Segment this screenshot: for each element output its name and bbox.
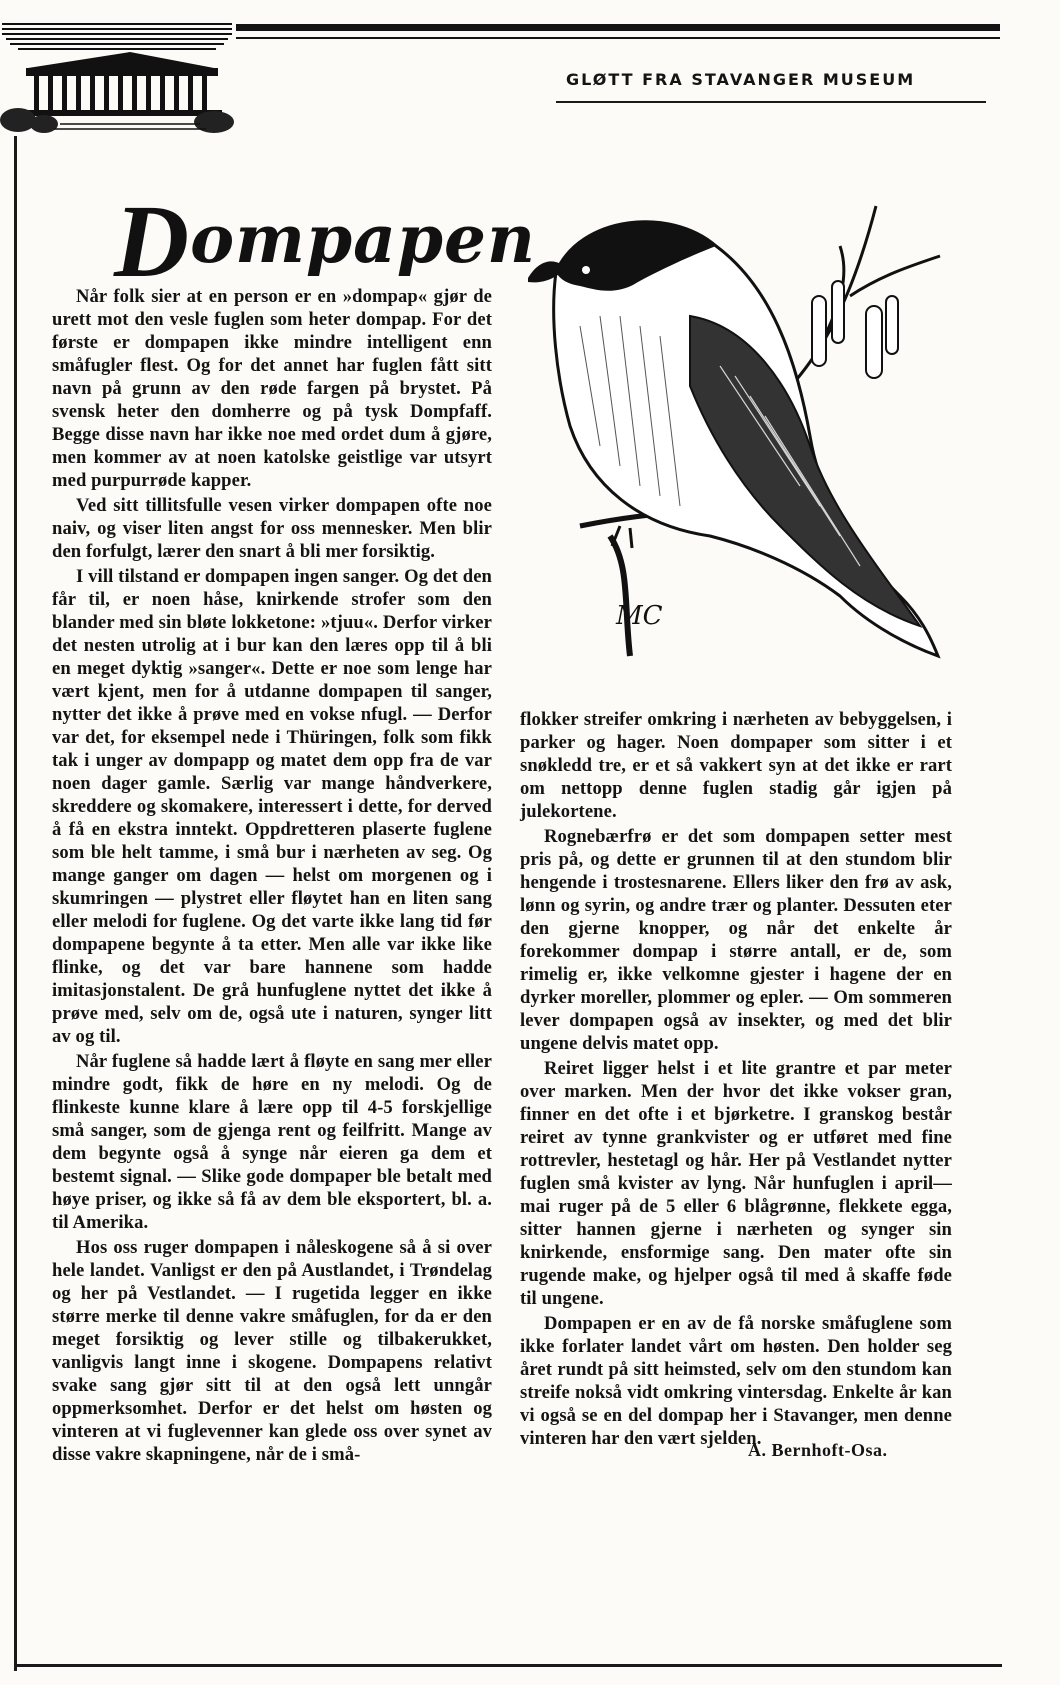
paragraph-continued: flokker streifer omkring i nærheten av bebyggelsen, i parker og hager. Noen dompaper som sitter i et snøkledd tre, er et så vakkert syn at det ikke er rart om nettopp denne fuglen stadig går igjen på julekortene. bbox=[520, 709, 952, 822]
kicker-rule bbox=[556, 101, 986, 103]
article-column-left bbox=[52, 285, 492, 1466]
paragraph: Ved sitt tillitsfulle vesen virker dompapen ofte noe naiv, og viser liten angst for oss mennesker. Men blir den forfulgt, lærer den snart å bli mer forsiktig. bbox=[52, 495, 492, 562]
top-rule bbox=[232, 24, 1000, 31]
paragraph: I vill tilstand er dompapen ingen sanger. Og det den får til, er noen håse, knirkende strofer som den blander med sin bløte lokketone: »tjuu«. Derfor virker det nesten utrolig at i bur kan den læres opp til å bli en meget dyktig »sanger«. Dette er noe som lenge har vært kjent, men for å utdanne dompapen til sanger, nytter det ikke å prøve med en vokse nfugl. — Derfor var det, for eksempel nede i Thüringen, folk som fikk tak i unger av dompapp og matet dem opp fra de var noen dager gamle. Særlig var mange håndverkere, skreddere og skomakere, interessert i dette, for derved å få en ekstra inntekt. Oppdretteren plaserte fuglene som ble helt tamme, i små bur i nærheten av seg. Og mange ganger om dagen — helst om morgenen og i skumringen — plystret eller fløytet han en liten sang eller melodi for fuglene. Og det varte ikke lang tid før dompapene begynte å ta etter. Men alle var ikke like flinke, og det var bare hannene som hadde imitasjonstalent. De grå hunfuglene nyttet det ikke å prøve med, selv om de, også ute i naturen, synger litt av og til. bbox=[52, 566, 492, 1047]
article-title bbox=[114, 176, 537, 299]
title-rest: ompapen bbox=[190, 200, 537, 278]
paragraph: Hos oss ruger dompapen i nåleskogene så å si over hele landet. Vanligst er den på Austlandet, i Trøndelag og her på Vestlandet. — I rugetida legger en ikke større merke til denne vakre småfuglen, for da er den meget forsiktig og lever stille og tilbakerukket, vanligvis langt inne i skogene. Dompapens relativt svake sang gjør sitt til at den også lett unngår oppmerksomhet. Derfor er det helst om høsten og vinteren at vi fuglevenner kan glede oss over synet av disse vakre skapningene, når de i små- bbox=[52, 1237, 492, 1465]
paragraph: Når fuglene så hadde lært å fløyte en sang mer eller mindre godt, fikk de høre en ny melodi. Og de flinkeste kunne klare å lære opp til 4-5 forskjellige små sanger, som de gjenga rent og feilfritt. Mange av dem begynte også å synge når eieren ga dem et bestemt signal. — Slike gode dompaper ble betalt med høye priser, og ikke så få av dem ble eksportert, bl. a. til Amerika. bbox=[52, 1051, 492, 1233]
paragraph: Når folk sier at en person er en »dompap« gjør de urett mot den vesle fuglen som heter dompap. For det første er dompapen ikke mindre intelligent enn småfugler flest. Og for det annet har fuglen fått sitt navn på grunn av den røde fargen på brystet. På svensk heter den domherre og på tysk Dompfaff. Begge disse navn har ikke noe med ordet dum å gjøre, men kommer av at noen katolske geistlige var utsyrt med purpurrøde kapper. bbox=[52, 286, 492, 491]
bullfinch-illustration bbox=[520, 186, 990, 676]
top-rule-thin bbox=[232, 37, 1000, 39]
left-rule bbox=[14, 136, 17, 1671]
author-byline: A. Bernhoft-Osa. bbox=[748, 1440, 888, 1460]
paragraph: Rognebærfrø er det som dompapen setter mest pris på, og dette er grunnen til at den stundom blir hengende i trostesnarene. Ellers liker den frø av ask, lønn og syrin, og andre trær og planter. Dessuten eter den gjerne knopper, og når det enkelte år forekommer dompap i større antall, er de, som rimelig er, ikke velkomne gjester i hagene der en dyrker moreller, plommer og epler. — Om sommeren lever dompapen også av insekter, og med det blir ungene delvis matet opp. bbox=[520, 826, 952, 1054]
bottom-rule bbox=[14, 1664, 1002, 1667]
section-kicker: GLØTT FRA STAVANGER MUSEUM bbox=[566, 70, 916, 89]
museum-building-vignette bbox=[0, 16, 236, 134]
paragraph: Dompapen er en av de få norske småfuglene som ikke forlater landet vårt om høsten. Den holder seg året rundt på sitt heimsted, selv om den stundom kan streife nokså vidt omkring vintersdag. Enkelte år kan vi også se en del dompap her i Stavanger, men denne vinteren har den vært sjelden. bbox=[520, 1313, 952, 1449]
paragraph: Reiret ligger helst i et lite grantre et par meter over marken. Men der hvor det ikke vokser gran, finner en det ofte i et bjørketre. I granskog består reiret av tynne grankvister og er utføret med fine rottrevler, hestetagl og hår. Her på Vestlandet nytter fuglen små kvister av lyng. Når hunfuglen i april—mai ruger på de 5 eller 6 blågrønne, flekkete egga, sitter hannen gjerne i nærheten og synger sin knirkende, ensformige sang. Den mater ofte sin rugende make, og hjelper også til med å skaffe føde til ungene. bbox=[520, 1058, 952, 1309]
article-column-right bbox=[520, 708, 952, 1450]
title-initial: D bbox=[114, 184, 191, 299]
artist-monogram: MC bbox=[616, 601, 663, 631]
